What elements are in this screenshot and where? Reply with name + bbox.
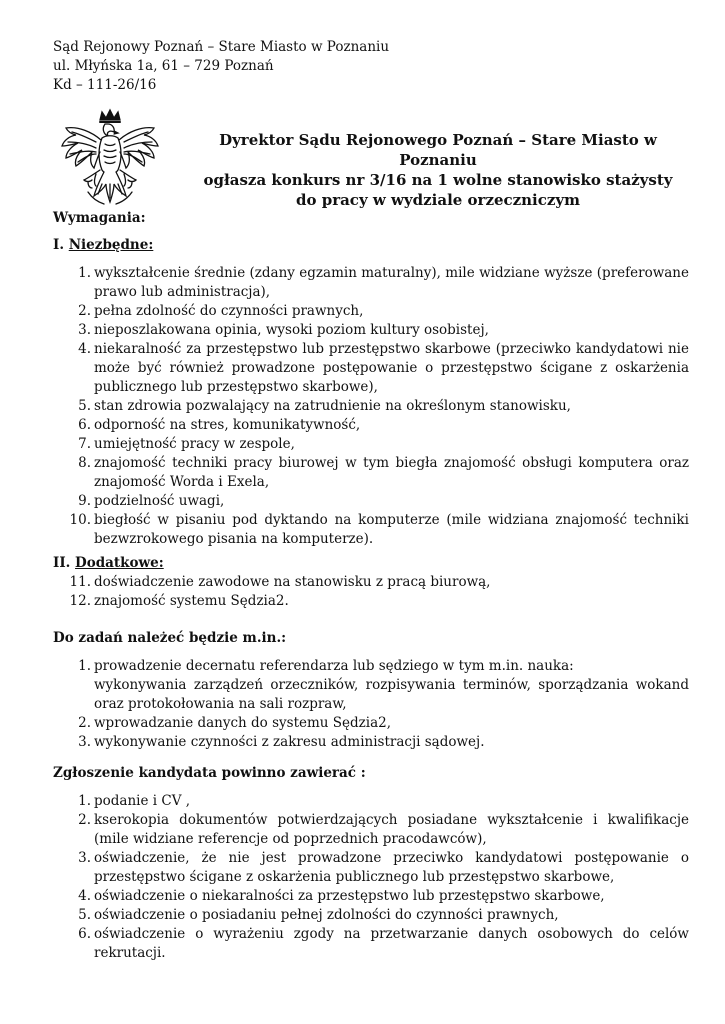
item-text: wprowadzanie danych do systemu Sędzia2,	[94, 715, 392, 731]
court-header	[53, 38, 389, 95]
list-item	[53, 492, 689, 511]
item-text: oświadczenie o niekaralności za przestępstwo lub przestępstwo skarbowe,	[94, 888, 605, 904]
list-item	[53, 592, 689, 611]
item-text: stan zdrowia pozwalający na zatrudnienie na określonym stanowisku,	[94, 398, 571, 414]
item-text: oświadczenie o wyrażeniu zgody na przetwarzanie danych osobowych do celów rekrutacji.	[94, 926, 689, 961]
item-text: odporność na stres, komunikatywność,	[94, 417, 361, 433]
item-number: 2.	[78, 303, 91, 319]
item-number: 3.	[78, 850, 91, 866]
list-item	[53, 321, 689, 340]
list-item	[53, 454, 689, 492]
duties-heading: Do zadań należeć będzie m.in.:	[53, 630, 287, 646]
item-number: 3.	[78, 734, 91, 750]
additional-heading	[53, 554, 689, 573]
essential-list	[53, 264, 689, 549]
item-text: wykształcenie średnie (zdany egzamin maturalny), mile widziane wyższe (preferowane prawo lub administracja),	[94, 265, 689, 300]
duties-list-container	[53, 657, 689, 752]
item-text: biegłość w pisaniu pod dyktando na komputerze (mile widziana znajomość techniki bezwzrokowego pisania na komputerze).	[94, 512, 689, 547]
essential-prefix: I.	[53, 237, 69, 253]
item-number: 5.	[78, 398, 91, 414]
essential-label: Niezbędne:	[68, 237, 154, 253]
item-text: umiejętność pracy w zespole,	[94, 436, 295, 452]
item-text	[94, 657, 689, 714]
list-item	[53, 573, 689, 592]
essential-heading	[53, 236, 689, 255]
duties-section	[53, 629, 689, 648]
list-item	[53, 397, 689, 416]
item-main-text: prowadzenie decernatu referendarza lub sędziego w tym m.in. nauka:	[94, 658, 574, 674]
list-item	[53, 264, 689, 302]
item-text: znajomość techniki pracy biurowej w tym biegła znajomość obsługi komputera oraz znajomość Worda i Exela,	[94, 455, 689, 490]
list-item	[53, 340, 689, 397]
item-number: 6.	[78, 926, 91, 942]
item-number: 1.	[78, 793, 91, 809]
list-item	[53, 657, 689, 714]
additional-requirements	[53, 554, 689, 611]
list-item	[53, 849, 689, 887]
application-section	[53, 764, 689, 783]
title-line-3: do pracy w wydziale orzeczniczym	[295, 191, 580, 209]
list-item	[53, 925, 689, 963]
list-item	[53, 416, 689, 435]
list-item	[53, 792, 689, 811]
case-reference: Kd – 111-26/16	[53, 77, 157, 93]
application-list	[53, 792, 689, 963]
item-text: niekaralność za przestępstwo lub przestępstwo skarbowe (przeciwko kandydatowi nie może być również prowadzone postępowanie o przestępstwo ścigane z oskarżenia publicznego lub przestępstwo skarbowe),	[94, 341, 689, 395]
list-item	[53, 811, 689, 849]
item-text: doświadczenie zawodowe na stanowisku z pracą biurową,	[94, 574, 491, 590]
item-number: 3.	[78, 322, 91, 338]
item-number: 10.	[69, 512, 91, 528]
list-item	[53, 435, 689, 454]
essential-requirements	[53, 236, 689, 255]
item-sub-text: wykonywania zarządzeń orzeczników, rozpisywania terminów, sporządzania wokand oraz protokołowania na sali rozpraw,	[94, 677, 689, 712]
duties-list	[53, 657, 689, 752]
list-item	[53, 714, 689, 733]
item-number: 12.	[69, 593, 91, 609]
item-number: 7.	[78, 436, 91, 452]
item-number: 1.	[78, 265, 91, 281]
item-text: pełna zdolność do czynności prawnych,	[94, 303, 364, 319]
list-item	[53, 302, 689, 321]
item-text: nieposzlakowana opinia, wysoki poziom kultury osobistej,	[94, 322, 489, 338]
application-heading: Zgłoszenie kandydata powinno zawierać :	[53, 765, 366, 781]
item-number: 1.	[78, 658, 91, 674]
item-number: 9.	[78, 493, 91, 509]
additional-prefix: II.	[53, 555, 76, 571]
item-text: znajomość systemu Sędzia2.	[94, 593, 289, 609]
white-eagle-emblem-icon	[58, 108, 162, 210]
court-name: Sąd Rejonowy Poznań – Stare Miasto w Poznaniu	[53, 39, 390, 55]
item-text: podzielność uwagi,	[94, 493, 225, 509]
item-number: 4.	[78, 341, 91, 357]
additional-list	[53, 573, 689, 611]
list-item	[53, 906, 689, 925]
court-address: ul. Młyńska 1a, 61 – 729 Poznań	[53, 58, 274, 74]
item-text: kserokopia dokumentów potwierdzających posiadane wykształcenie i kwalifikacje (mile widziane referencje od poprzednich pracodawców),	[94, 812, 689, 847]
list-item	[53, 887, 689, 906]
announcement-title	[178, 130, 698, 210]
item-number: 2.	[78, 812, 91, 828]
item-text: oświadczenie o posiadaniu pełnej zdolności do czynności prawnych,	[94, 907, 559, 923]
item-text: podanie i CV ,	[94, 793, 191, 809]
item-number: 5.	[78, 907, 91, 923]
requirements-section	[53, 209, 689, 228]
item-number: 4.	[78, 888, 91, 904]
list-item	[53, 733, 689, 752]
item-number: 11.	[69, 574, 91, 590]
essential-list-container	[53, 264, 689, 549]
additional-label: Dodatkowe:	[75, 555, 164, 571]
list-item	[53, 511, 689, 549]
item-number: 8.	[78, 455, 91, 471]
item-number: 2.	[78, 715, 91, 731]
title-line-1: Dyrektor Sądu Rejonowego Poznań – Stare Miasto w Poznaniu	[219, 131, 657, 169]
item-number: 6.	[78, 417, 91, 433]
application-list-container	[53, 792, 689, 963]
title-line-2: ogłasza konkurs nr 3/16 na 1 wolne stanowisko stażysty	[203, 171, 673, 189]
item-text: wykonywanie czynności z zakresu administracji sądowej.	[94, 734, 485, 750]
requirements-heading: Wymagania:	[53, 210, 146, 226]
item-text: oświadczenie, że nie jest prowadzone przeciwko kandydatowi postępowanie o przestępstwo ścigane z oskarżenia publicznego lub przestępstwo skarbowe,	[94, 850, 689, 885]
